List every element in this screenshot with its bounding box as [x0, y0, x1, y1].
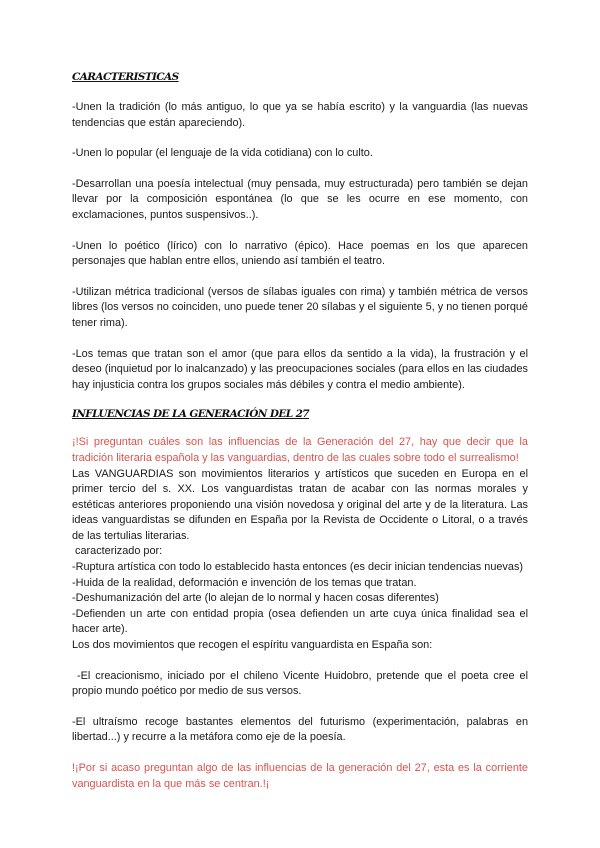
characteristic-item-5: -Utilizan métrica tradicional (versos de sílabas iguales con rima) y también métrica de versos libres (los versos no coinciden, uno puede tener 20 sílabas y el siguiente 5, y no tienen porqué tener rima).	[72, 285, 528, 329]
characteristic-item-6: -Los temas que tratan son el amor (que para ellos da sentido a la vida), la frustración y el deseo (inquietud por lo inalcanzado) y las preocupaciones sociales (para ellos en las ciudades hay injusticia contra los grupos sociales más débiles y contra el medio ambiente).	[72, 347, 528, 391]
characteristic-item-3: -Desarrollan una poesía intelectual (muy pensada, muy estructurada) pero también se dejan llevar por la composición espontánea (lo que se les ocurre en ese momento, con exclamaciones, puntos suspensivos..).	[72, 177, 528, 221]
trait-item-1: -Ruptura artística con todo lo establecido hasta entonces (es decir inician tendencias nuevas)	[72, 561, 524, 574]
movements-intro: Los dos movimientos que recogen el espíritu vanguardista en España son:	[72, 639, 433, 652]
trait-item-3: -Deshumanización del arte (lo alejan de lo normal y hacen cosas diferentes)	[72, 592, 439, 605]
movement-creationism: -El creacionismo, iniciado por el chileno Vicente Huidobro, pretende que el poeta cree el propio mundo poético por medio de sus versos.	[72, 669, 532, 698]
characteristics-heading: CARACTERISTICAS	[72, 71, 179, 83]
trait-item-4: -Defienden un arte con entidad propia (osea defienden un arte cuya única finalidad sea el hacer arte).	[72, 607, 528, 636]
movement-ultraism: -El ultraísmo recoge bastantes elementos del futurismo (experimentación, palabras en libertad...) y recurre a la metáfora como eje de la poesía.	[72, 715, 528, 744]
closing-red-note: !¡Por si acaso preguntan algo de las influencias de la generación del 27, esta es la corriente vanguardista en la que más se centran.!¡	[72, 762, 528, 790]
characteristic-item-4: -Unen lo poético (lírico) con lo narrativo (épico). Hace poemas en los que aparecen personajes que hablan entre ellos, uniendo así también el teatro.	[72, 239, 528, 268]
influences-red-note: ¡!Si preguntan cuáles son las influencias de la Generación del 27, hay que decir que la tradición literaria española y las vanguardias, dentro de las cuales sobre todo el surrealismo!	[72, 436, 528, 464]
characterized-by: caracterizado por:	[72, 545, 163, 558]
characteristic-item-2: -Unen lo popular (el lenguaje de la vida cotidiana) con lo culto.	[72, 147, 373, 160]
vanguards-intro: Las VANGUARDIAS son movimientos literarios y artísticos que suceden en Europa en el primer tercio del s. XX. Los vanguardistas tratan de acabar con las normas morales y estéticas anteriores proponiendo una visión novedosa y original del arte y de la literatura. Las ideas vanguardistas se difunden en España por la Revista de Occidente o Litoral, o a través de las tertulias literarias.	[72, 467, 528, 542]
trait-item-2: -Huida de la realidad, deformación e invención de los temas que tratan.	[72, 576, 417, 589]
influences-heading: INFLUENCIAS DE LA GENERACIÓN DEL 27	[72, 408, 310, 421]
characteristic-item-1: -Unen la tradición (lo más antiguo, lo que ya se había escrito) y la vanguardia (las nuevas tendencias que están apareciendo).	[72, 101, 528, 129]
